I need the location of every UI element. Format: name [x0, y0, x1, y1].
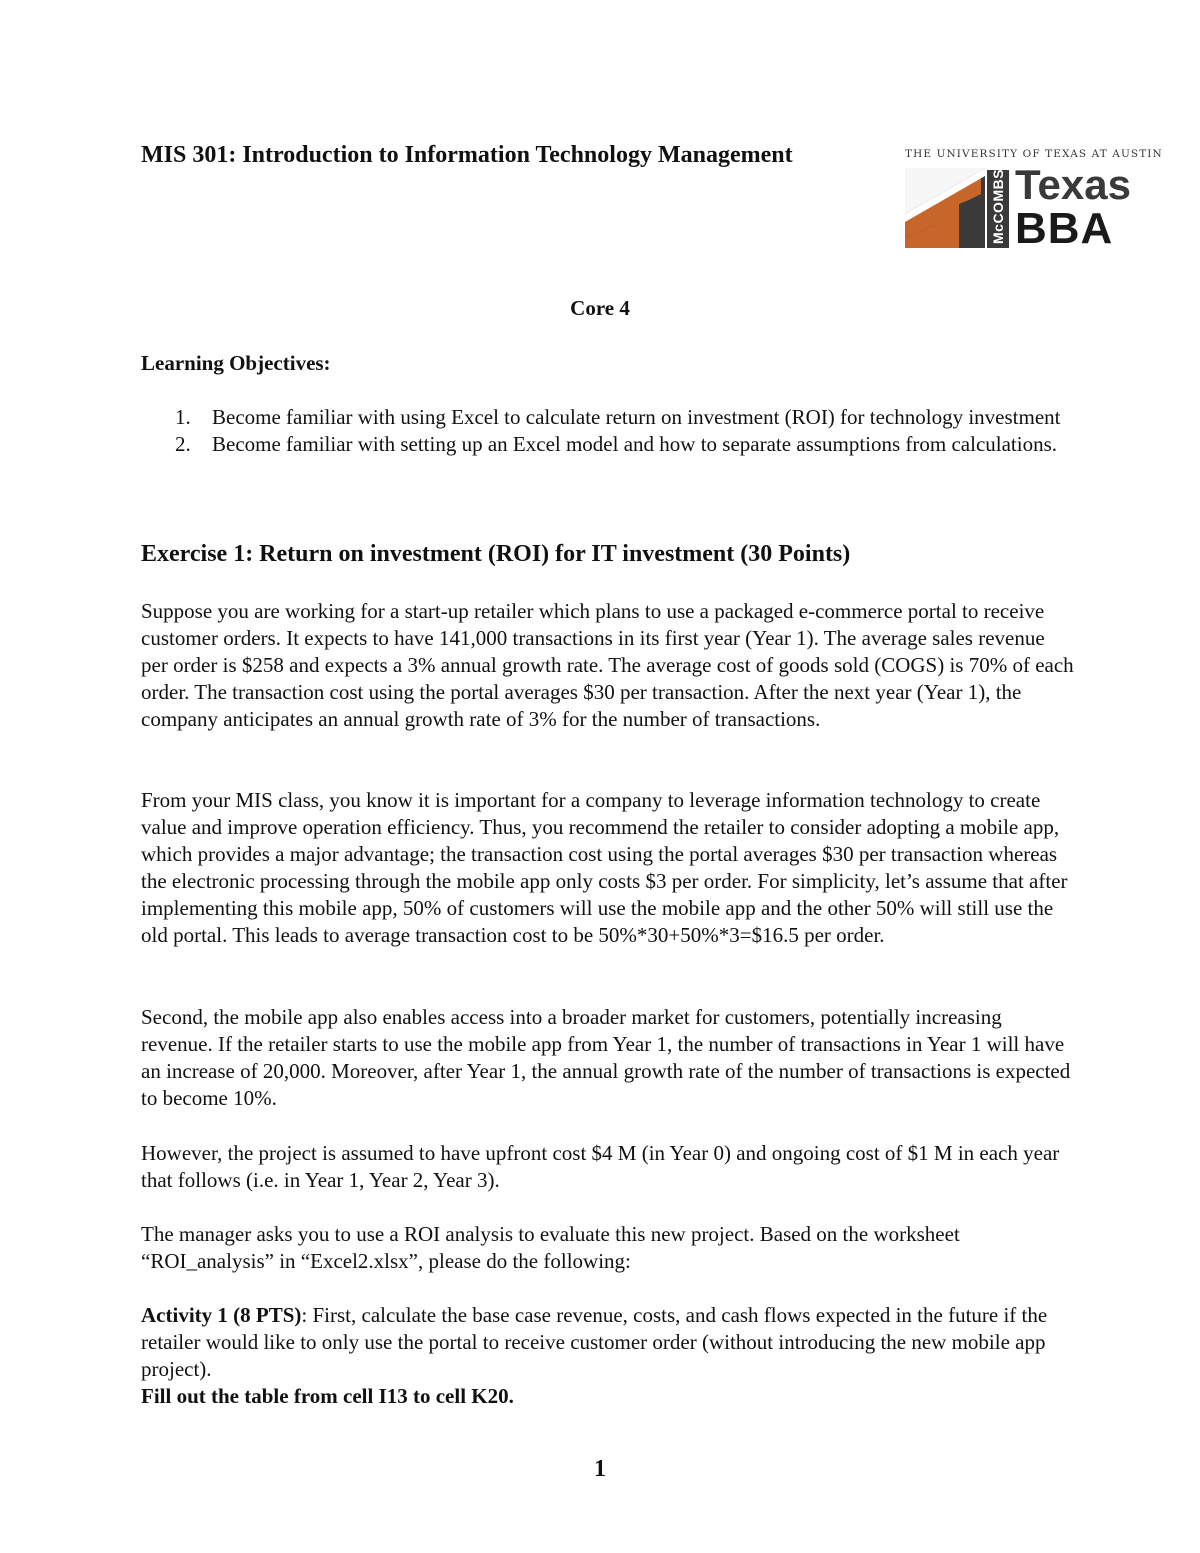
- paragraph: From your MIS class, you know it is important for a company to leverage information technology to create value and improve operation efficiency. Thus, you recommend the retailer to consider adopting a mobile app, which provides a major advantage; the transaction cost using the portal averages $30 per transaction whereas the electronic processing through the mobile app only costs $3 per order. For simplicity, let’s assume that after implementing this mobile app, 50% of customers will use the mobile app and the other 50% will still use the old portal. This leads to average transaction cost to be 50%*30+50%*3=$16.5 per order.: [141, 788, 1068, 947]
- paragraph: The manager asks you to use a ROI analysis to evaluate this new project. Based on the worksheet “ROI_analysis” in “Excel2.xlsx”, please do the following:: [141, 1222, 960, 1273]
- exercise-heading: Exercise 1: Return on investment (ROI) for IT investment (30 Points): [141, 541, 851, 567]
- list-item-text: Become familiar with using Excel to calculate return on investment (ROI) for technology investment: [212, 405, 1061, 429]
- activity-1-paragraph: [141, 1302, 1076, 1383]
- paragraph: Second, the mobile app also enables access into a broader market for customers, potentially increasing revenue. If the retailer starts to use the mobile app from Year 1, the number of transactions in Year 1 will have an increase of 20,000. Moreover, after Year 1, the annual growth rate of the number of transactions is expected to become 10%.: [141, 1005, 1071, 1110]
- learning-objectives-heading: Learning Objectives:: [141, 351, 331, 375]
- fill-out-instruction: Fill out the table from cell I13 to cell K20.: [141, 1384, 514, 1408]
- mccombs-texas-bba-logo: [905, 148, 1163, 253]
- list-item: [141, 431, 1071, 458]
- logo-texas-text: Texas: [1015, 161, 1131, 208]
- logo-tower-mark-icon: [905, 168, 985, 248]
- paragraph: However, the project is assumed to have upfront cost $4 M (in Year 0) and ongoing cost of $1 M in each year that follows (i.e. in Year 1, Year 2, Year 3).: [141, 1141, 1060, 1192]
- activity-1-label: Activity 1 (8 PTS): [141, 1303, 302, 1327]
- svg-text:McCOMBS: McCOMBS: [990, 168, 1006, 244]
- course-title: MIS 301: Introduction to Information Technology Management: [141, 142, 793, 168]
- list-number: 2.: [175, 432, 191, 456]
- list-item-text: Become familiar with setting up an Excel model and how to separate assumptions from calculations.: [212, 432, 1058, 456]
- activity-1-text: : First, calculate the base case revenue, costs, and cash flows expected in the future if the retailer would like to only use the portal to receive customer order (without introducing the new mobile app project).: [141, 1303, 1048, 1381]
- core-heading: Core 4: [570, 296, 630, 320]
- logo-bba-text: BBA: [1015, 204, 1114, 253]
- logo-mccombs-vertical: [987, 170, 1009, 248]
- list-item: [141, 404, 1071, 431]
- logo-university-line: THE UNIVERSITY OF TEXAS AT AUSTIN: [905, 148, 1163, 160]
- page-number: 1: [594, 1456, 606, 1482]
- list-number: 1.: [175, 405, 191, 429]
- learning-objectives-list: [141, 404, 1071, 458]
- paragraph: Suppose you are working for a start-up retailer which plans to use a packaged e-commerce portal to receive customer orders. It expects to have 141,000 transactions in its first year (Year 1). The average sales revenue per order is $258 and expects a 3% annual growth rate. The average cost of goods sold (COGS) is 70% of each order. The transaction cost using the portal averages $30 per transaction. After the next year (Year 1), the company anticipates an annual growth rate of 3% for the number of transactions.: [141, 599, 1074, 731]
